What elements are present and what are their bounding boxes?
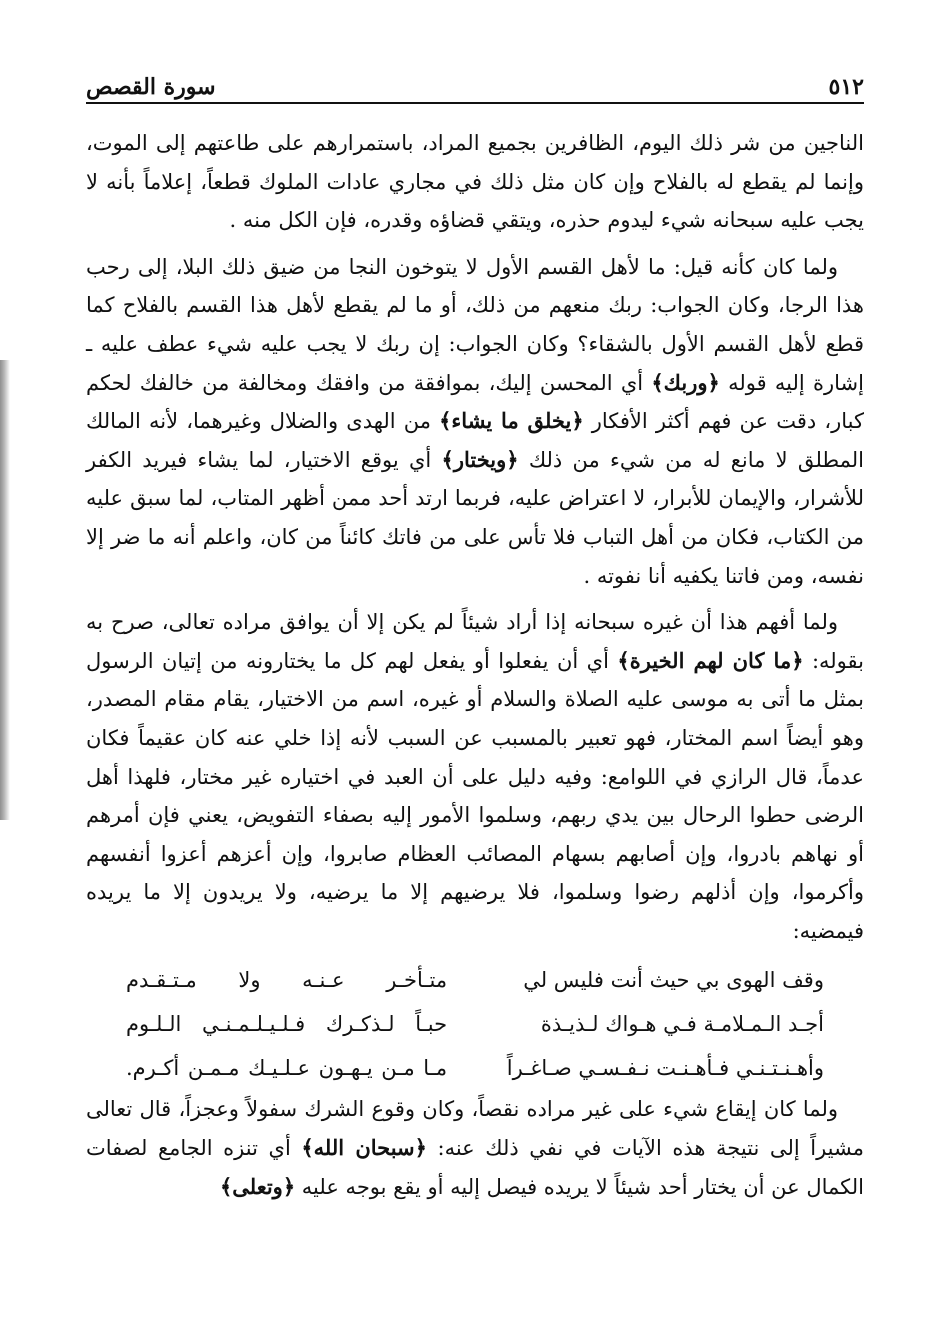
- quran-quote: ﴿ما كان لهم الخيرة﴾: [617, 647, 804, 673]
- text-run: ولما كان إيقاع شيء على غير مراده نقصاً، وكان وقوع الشرك سفولاً وعجزاً، قال تعالى مشيراً إلى نتيجة هذه الآيات في نفي ذلك عنه:: [86, 1097, 864, 1161]
- quran-quote: ﴿ويختار﴾: [441, 446, 519, 472]
- page-number: ٥١٢: [828, 74, 864, 100]
- quran-quote: ﴿يخلق ما يشاء﴾: [439, 408, 584, 434]
- poem-verse: [126, 1046, 824, 1090]
- text-run: أي يوقع الاختيار، لما يشاء فيريد الكفر للأشرار، والإيمان للأبرار، لا اعتراض عليه، فربما ارتد أحد ممن أظهر المتاب، لما سبق عليه من الكتاب، فكان من أهل التباب فلا تأس على من فاتك كائناً من كان، واعلم أنه ما ضر إلا نفسه، ومن فاتنا يكفيه أنا نفوته .: [86, 447, 864, 588]
- poem-verse: [126, 958, 824, 1002]
- closing-paragraph: [86, 1090, 864, 1206]
- page-header: [86, 68, 864, 108]
- text-run: أي المحسن إليك، بموافقة من وافقك ومخالفة من خالفك لحكم كبار، دقت عن فهم أكثر الأفكار: [86, 370, 864, 434]
- poem: [126, 958, 824, 1090]
- paragraph: [86, 124, 864, 240]
- text-run: من الهدى والضلال وغيرهما، لأنه المالك المطلق لا مانع له من شيء من ذلك: [86, 409, 864, 472]
- verse-first-hemistich: وقف الهوى بي حيث أنت فليس لي: [523, 968, 824, 993]
- paragraph: [86, 603, 864, 950]
- surah-title: سورة القصص: [86, 74, 216, 100]
- scan-edge-shadow: [0, 360, 10, 820]
- header-divider: [86, 102, 864, 104]
- text-run: ولما كان كأنه قيل: ما لأهل القسم الأول لا يتوخون النجا من ضيق ذلك البلا، إلى رحب هذا الرجا، وكان الجواب: ربك منعهم من ذلك، أو ما لم يقطع لأهل هذا القسم بالفلاح كما قطع لأهل القسم الأول بالشقاء؟ وكان الجواب: إن ربك لا يجب عليه شيء عطف عليه ـ إشارة إليه قوله: [86, 254, 864, 395]
- poem-verse: [126, 1002, 824, 1046]
- text-run: ولما أفهم هذا أن غيره سبحانه إذا أراد شيئاً لم يكن إلا أن يوافق مراده تعالى، صرح به بقوله:: [86, 610, 865, 673]
- text-run: الناجين من شر ذلك اليوم، الظافرين بجميع المراد، باستمرارهم على طاعتهم إلى الموت، وإنما لم يقطع له بالفلاح وإن كان مثل ذلك في مجاري عادات الملوك قطعاً، إعلاماً بأنه لا يجب عليه سبحانه شيء ليدوم حذره، ويتقي قضاؤه وقدره، فإن الكل منه .: [86, 131, 864, 233]
- quran-quote: ﴿سبحان الله﴾: [301, 1135, 427, 1161]
- verse-first-hemistich: أجـد الـمـلامـة فـي هـواك لـذيـذة: [540, 1012, 824, 1037]
- verse-first-hemistich: وأهـنـتـنـي فـأهـنـت نـفـسـي صـاغـراً: [506, 1056, 824, 1081]
- verse-second-hemistich: متـأخـر عـنـه ولا مـتـقـدم: [126, 968, 448, 993]
- verse-second-hemistich: حبـاً لـذكـرك فـلـيـلـمـنـي الـلـوم: [126, 1012, 448, 1037]
- paragraph: [86, 248, 864, 595]
- quran-quote: ﴿وتعلى﴾: [219, 1173, 296, 1199]
- quran-quote: ﴿وربك﴾: [651, 369, 720, 395]
- text-run: أي أن يفعلوا أو يفعل لهم كل ما يختارونه من إتيان الرسول بمثل ما أتى به موسى عليه الصلاة والسلام أو غيره، اسم من الاختيار، يقام مقام المصدر، وهو أيضاً اسم المختار، فهو تعبير بالمسبب عن السبب لأنه إذا خلي عنه كان عقيماً فكان عدماً، قال الرازي في اللوامع: وفيه دليل على أن العبد في اختياره غير مختار، فلهذا أهل الرضى حطوا الرحال بين يدي ربهم، وسلموا الأمور إليه بصفاء التفويض، يعني فإن أمرهم أو نهاهم بادروا، وإن أصابهم بسهام المصائب العظام صابروا، وإن أعزهم أعزوا أنفسهم وأكرموا، وإن أذلهم رضوا وسلموا، فلا يرضيهم إلا ما يرضيه، ولا يريدون إلا ما يريده فيمضيه:: [86, 648, 864, 943]
- text-run: أي تنزه الجامع لصفات الكمال عن أن يختار أحد شيئاً لا يريده فيصل إليه أو يقع بوجه عليه: [86, 1136, 864, 1199]
- verse-second-hemistich: مـا مـن يـهـون عـلـيـك مـمـن أكـرم.: [126, 1056, 448, 1081]
- page-body: [86, 124, 864, 1214]
